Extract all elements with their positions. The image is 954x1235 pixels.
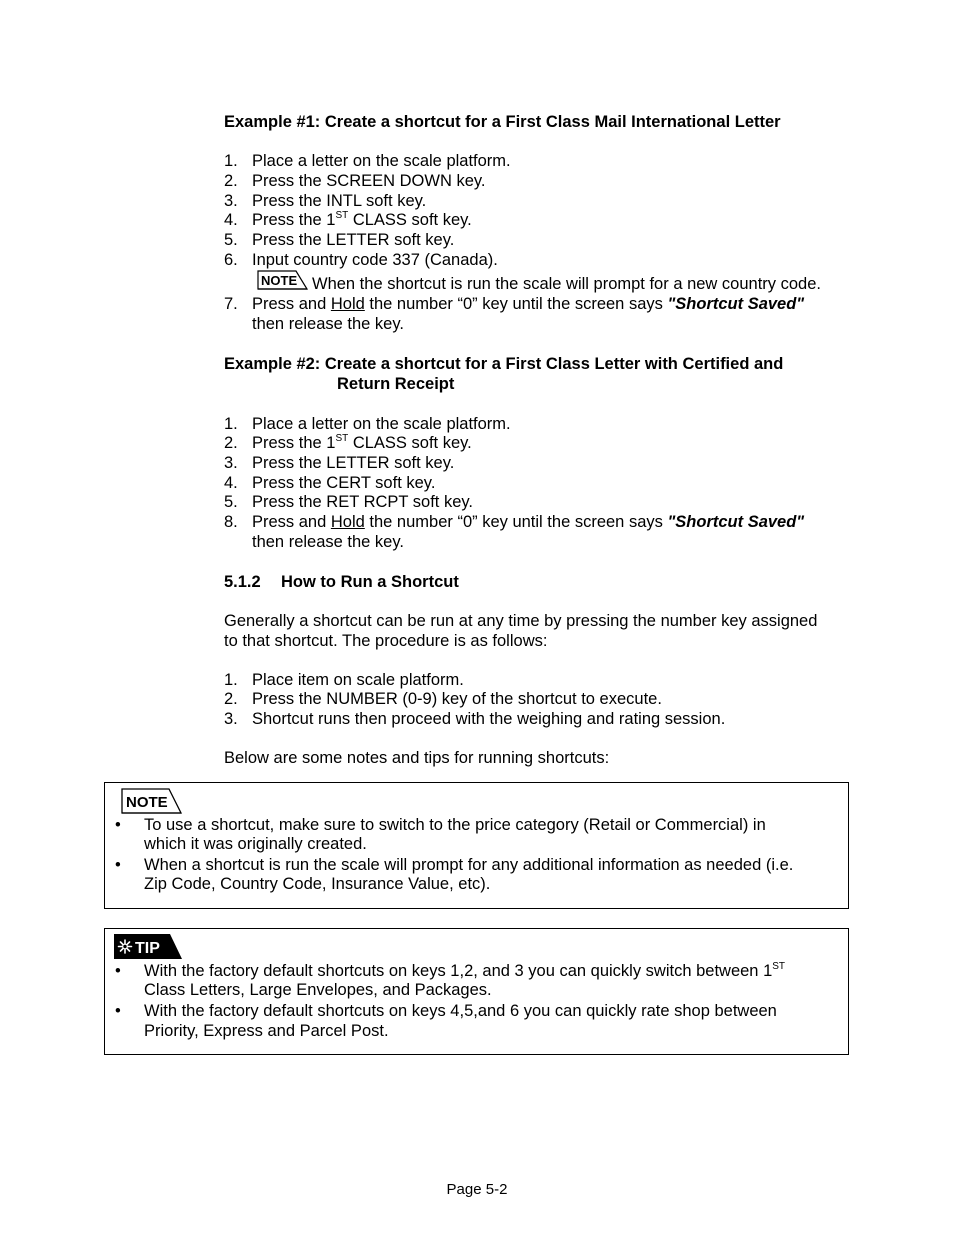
section-intro-continued: to that shortcut. The procedure is as follows: — [224, 632, 548, 650]
example1-heading: Example #1: Create a shortcut for a First Class Mail International Letter — [224, 113, 781, 131]
note-bullet-text: To use a shortcut, make sure to switch to the price category (Retail or Commercial) in — [144, 816, 766, 834]
tip-bullet-text: With the factory default shortcuts on keys 4,5,and 6 you can quickly rate shop between — [144, 1002, 777, 1020]
page-number: Page 5-2 — [446, 1181, 508, 1198]
note-box-label: NOTE — [126, 794, 168, 811]
step-number: 8. — [224, 513, 238, 531]
step-text: Place a letter on the scale platform. — [252, 415, 511, 433]
step-text: Press the LETTER soft key. — [252, 454, 455, 472]
step-text: Press the NUMBER (0-9) key of the shortcut to execute. — [252, 690, 662, 708]
step-number: 3. — [224, 454, 238, 472]
step-number: 2. — [224, 434, 238, 452]
note-badge-icon — [257, 270, 309, 292]
note-bullet-text-continued: Zip Code, Country Code, Insurance Value, etc). — [144, 875, 491, 893]
step-number: 4. — [224, 474, 238, 492]
step-number: 4. — [224, 211, 238, 229]
bullet-icon: • — [115, 962, 121, 980]
step-text: Press the RET RCPT soft key. — [252, 493, 473, 511]
step-number: 2. — [224, 690, 238, 708]
step-text: Press the SCREEN DOWN key. — [252, 172, 486, 190]
section-intro: Generally a shortcut can be run at any time by pressing the number key assigned — [224, 612, 818, 630]
note-bullet-text-continued: which it was originally created. — [144, 835, 367, 853]
step-text: Press and Hold the number “0” key until the screen says "Shortcut Saved" — [252, 295, 805, 313]
example2-heading: Example #2: Create a shortcut for a First Class Letter with Certified and — [224, 355, 784, 373]
section-title: How to Run a Shortcut — [281, 573, 459, 591]
step-text: Press and Hold the number “0” key until the screen says "Shortcut Saved" — [252, 513, 805, 531]
tip-bullet-text-continued: Class Letters, Large Envelopes, and Packages. — [144, 981, 492, 999]
step-number: 7. — [224, 295, 238, 313]
step-text-continued: then release the key. — [252, 533, 404, 551]
section-number: 5.1.2 — [224, 573, 261, 591]
step-number: 1. — [224, 152, 238, 170]
step-text: Press the CERT soft key. — [252, 474, 436, 492]
tip-bullet-text-continued: Priority, Express and Parcel Post. — [144, 1022, 389, 1040]
step-text: Shortcut runs then proceed with the weighing and rating session. — [252, 710, 726, 728]
step-text: Place item on scale platform. — [252, 671, 464, 689]
step-number: 1. — [224, 415, 238, 433]
note-text: When the shortcut is run the scale will prompt for a new country code. — [312, 275, 821, 293]
step-number: 3. — [224, 710, 238, 728]
tip-bullet-text: With the factory default shortcuts on keys 1,2, and 3 you can quickly switch between 1ST — [144, 961, 786, 980]
step-number: 1. — [224, 671, 238, 689]
step-number: 5. — [224, 231, 238, 249]
note-bullet-text: When a shortcut is run the scale will prompt for any additional information as needed (i.e. — [144, 856, 794, 874]
step-text-continued: then release the key. — [252, 315, 404, 333]
note-badge-label: NOTE — [261, 273, 298, 288]
step-text: Press the LETTER soft key. — [252, 231, 455, 249]
step-number: 2. — [224, 172, 238, 190]
example2-heading-continued: Return Receipt — [337, 375, 455, 393]
step-text: Input country code 337 (Canada). — [252, 251, 498, 269]
step-text: Press the 1ST CLASS soft key. — [252, 210, 472, 229]
step-number: 5. — [224, 493, 238, 511]
tip-box-label: TIP — [135, 940, 160, 957]
notes-tips-intro: Below are some notes and tips for running shortcuts: — [224, 749, 610, 767]
step-text: Press the 1ST CLASS soft key. — [252, 433, 472, 452]
tip-icon — [114, 934, 184, 960]
bullet-icon: • — [115, 1002, 121, 1020]
bullet-icon: • — [115, 816, 121, 834]
step-number: 3. — [224, 192, 238, 210]
step-text: Place a letter on the scale platform. — [252, 152, 511, 170]
step-number: 6. — [224, 251, 238, 269]
note-icon — [121, 788, 183, 816]
step-text: Press the INTL soft key. — [252, 192, 427, 210]
bullet-icon: • — [115, 856, 121, 874]
